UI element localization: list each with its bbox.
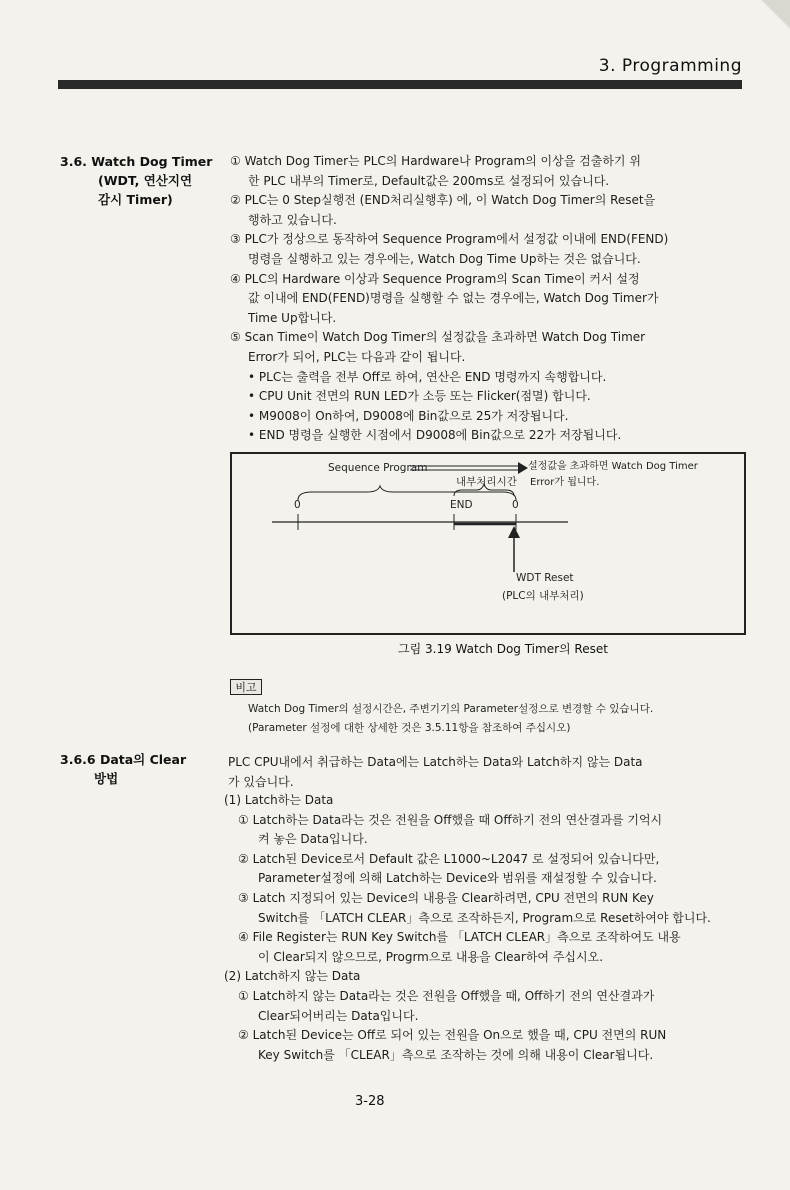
text-line: 명령을 실행하고 있는 경우에는, Watch Dog Time Up하는 것은 없습니다. [248,251,641,266]
label-sequence-program: Sequence Program [328,462,428,474]
text-line: 행하고 있습니다. [248,212,337,227]
label-exceed-line2: Error가 됩니다. [530,477,600,488]
header-rule [58,80,742,89]
text-line: 이 Clear되지 않으므로, Progrm으로 내용을 Clear하여 주십시오. [258,949,604,964]
text-line: ④ File Register는 RUN Key Switch를 「LATCH CLEAR」측으로 조작하여도 내용 [238,930,681,945]
note-line: (Parameter 설정에 대한 상세한 것은 3.5.11항을 참조하여 주십시오) [248,722,571,734]
text-line: 가 있습니다. [228,774,294,789]
figure-caption: 그림 3.19 Watch Dog Timer의 Reset [398,642,608,656]
text-line: ⑤ Scan Time이 Watch Dog Timer의 설정값을 초과하면 Watch Dog Timer [230,330,646,345]
bullet-item: • PLC는 출력을 전부 Off로 하여, 연산은 END 명령까지 속행합니다. [248,369,607,384]
section-title-line: 3.6. Watch Dog Timer [60,154,213,169]
wdt-reset-diagram [230,452,746,635]
section-title-line: 방법 [94,771,119,786]
section-title-line: (WDT, 연산지연 [98,173,193,188]
text-line: 값 이내에 END(FEND)명령을 실행할 수 없는 경우에는, Watch Dog Timer가 [248,291,659,306]
bullet-item: • END 명령을 실행한 시점에서 D9008에 Bin값으로 22가 저장됩니다. [248,428,622,443]
section-title-line: 3.6.6 Data의 Clear [60,752,187,767]
text-line: Error가 되어, PLC는 다음과 같이 됩니다. [248,349,466,364]
label-plc-internal: (PLC의 내부처리) [502,590,584,602]
label-zero-start: 0 [294,499,301,511]
text-line: Switch를 「LATCH CLEAR」측으로 조작하든지, Program으로 Reset하여야 합니다. [258,910,711,925]
section-body-data-clear [228,753,748,792]
bullet-item: • M9008이 On하여, D9008에 Bin값으로 25가 저장됩니다. [248,408,569,423]
text-line: ③ PLC가 정상으로 동작하여 Sequence Program에서 설정값 이내에 END(FEND) [230,232,669,247]
note-badge: 비고 [230,679,262,695]
text-line: ③ Latch 지정되어 있는 Device의 내용을 Clear하려면, CPU 전면의 RUN Key [238,890,654,905]
chapter-header: 3. Programming [598,56,742,76]
label-exceed-line1: 설정값을 초과하면 Watch Dog Timer [528,461,698,472]
text-line: ② Latch된 Device로서 Default 값은 L1000~L2047 로 설정되어 있습니다만, [238,851,660,866]
label-end: END [450,499,473,511]
text-line: Time Up합니다. [248,310,337,325]
sub-heading: (1) Latch하는 Data [224,793,334,807]
text-line: ④ PLC의 Hardware 이상과 Sequence Program의 Scan Time이 커서 설정 [230,271,640,286]
text-line: PLC CPU내에서 취급하는 Data에는 Latch하는 Data와 Latch하지 않는 Data [228,755,643,769]
text-line: ① Latch하지 않는 Data라는 것은 전원을 Off했을 때, Off하기 전의 연산결과가 [238,988,655,1003]
label-internal-time: 내부처리시간 [456,476,517,488]
reset-arrow-head [508,526,520,538]
text-line: ② Latch된 Device는 Off로 되어 있는 전원을 On으로 했을 때, CPU 전면의 RUN [238,1028,667,1043]
note-line: Watch Dog Timer의 설정시간은, 주변기기의 Parameter설정으로 변경할 수 있습니다. [248,703,654,715]
text-line: Key Switch를 「CLEAR」측으로 조작하는 것에 의해 내용이 Clear됩니다. [258,1047,654,1062]
text-line: ① Watch Dog Timer는 PLC의 Hardware나 Program의 이상을 검출하기 위 [230,154,641,168]
text-line: ① Latch하는 Data라는 것은 전원을 Off했을 때 Off하기 전의 연산결과를 기억시 [238,812,663,827]
section-title-wdt [60,152,212,209]
seq-arrow-head [518,462,528,474]
label-zero-reset: 0 [512,499,519,511]
page-corner-curl [760,0,790,30]
text-line: ② PLC는 0 Step실행전 (END처리실행후) 에, 이 Watch Dog Timer의 Reset을 [230,193,656,208]
bullet-item: • CPU Unit 전면의 RUN LED가 소등 또는 Flicker(점멸) 합니다. [248,389,591,404]
section-body-wdt [230,152,746,446]
sub-heading: (2) Latch하지 않는 Data [224,969,361,984]
note-text [248,700,653,738]
section-title-line: 감시 Timer) [98,192,173,207]
text-line: Parameter설정에 의해 Latch하는 Device와 범위를 재설정할 수 있습니다. [258,871,657,886]
text-line: 한 PLC 내부의 Timer로, Default값은 200ms로 설정되어 있습니다. [248,173,610,188]
page-number: 3-28 [355,1094,385,1109]
label-wdt-reset: WDT Reset [516,572,574,584]
section-title-data-clear [60,750,186,788]
text-line: Clear되어버리는 Data입니다. [258,1008,419,1023]
latch-data-list [224,791,748,1065]
text-line: 켜 놓은 Data입니다. [258,832,368,847]
